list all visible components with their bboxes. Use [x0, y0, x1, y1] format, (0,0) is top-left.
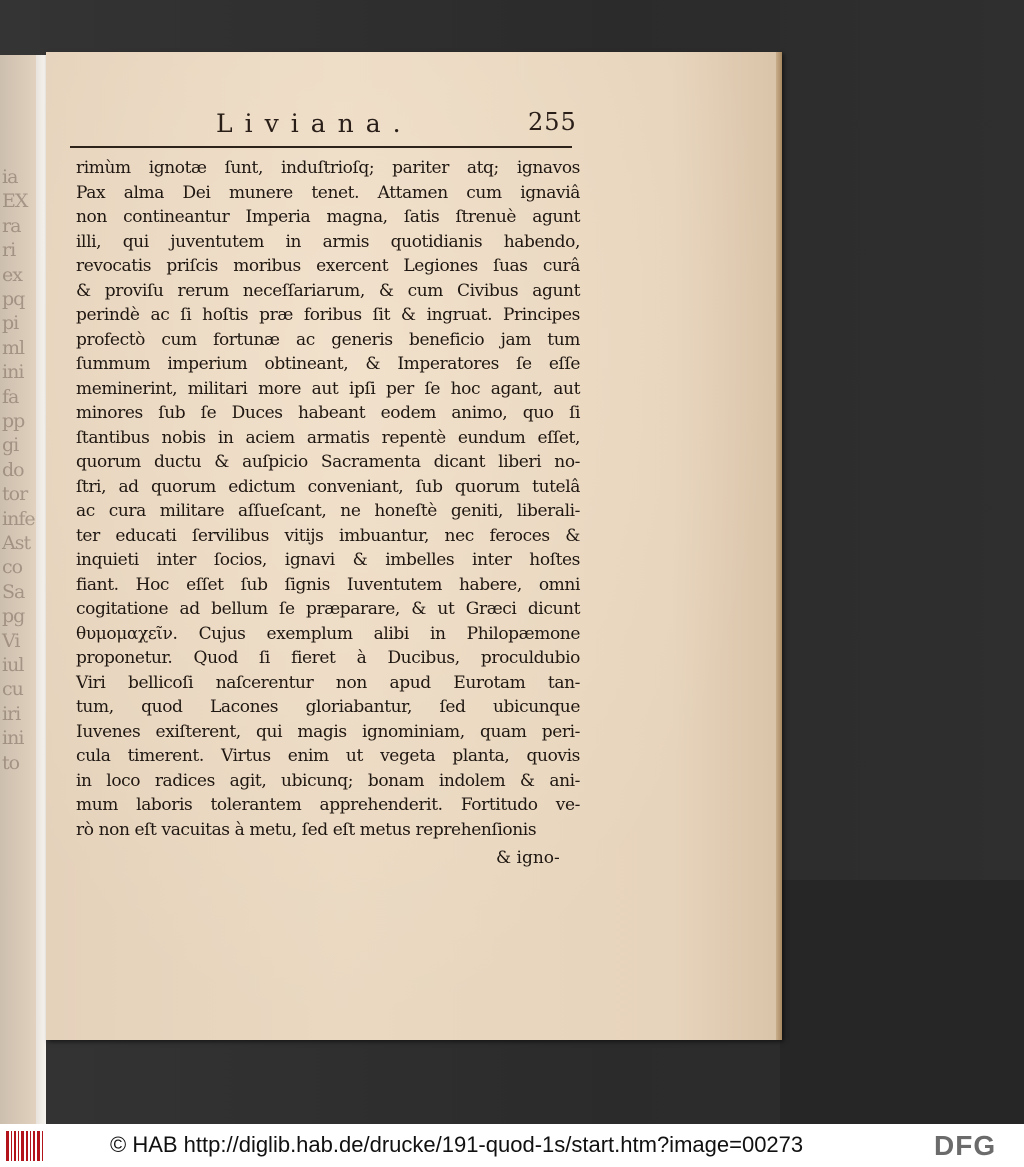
text-line: profectò cum fortunæ ac generis beneficio jam tum [76, 329, 580, 350]
page-edge [776, 52, 782, 1040]
header-rule [70, 146, 572, 148]
left-page-text-fragment: ini [2, 361, 24, 384]
text-line: cogitatione ad bellum ſe præparare, & ut Græci dicunt [76, 599, 580, 619]
copyright-link[interactable]: © HAB http://diglib.hab.de/drucke/191-quod-1s/start.htm?image=00273 [110, 1132, 804, 1157]
barcode-bar [14, 1131, 16, 1161]
text-line: & proviſu rerum neceſſariarum, & cum Civibus agunt [76, 280, 580, 301]
body-text [76, 156, 580, 842]
text-line: ſummum imperium obtineant, & Imperatores ſe eſſe [76, 354, 580, 374]
page-number: 255 [528, 108, 577, 136]
catchword: & igno- [496, 848, 560, 868]
left-page-text-fragment: iul [2, 654, 24, 676]
text-line: ter educati ſervilibus vitijs imbuantur, nec feroces & [76, 525, 580, 546]
scan-shadow [780, 880, 1024, 1124]
text-line: inquieti inter ſocios, ignavi & imbelles inter hoſtes [76, 550, 580, 570]
text-line: Viri bellicoſi naſcerentur non apud Eurotam tan- [76, 672, 580, 693]
left-page-text-fragment: ra [2, 214, 21, 237]
running-head: Liviana. [216, 109, 413, 138]
text-line: fiant. Hoc eſſet ſub ſignis Iuventutem habere, omni [76, 574, 580, 595]
left-page-text-fragment: pq [2, 288, 25, 310]
barcode-bar [30, 1131, 31, 1161]
text-line: ſtantibus nobis in aciem armatis repentè eundum eſſet, [76, 427, 580, 448]
text-line: proponetur. Quod ſi fieret à Ducibus, proculdubio [76, 648, 580, 668]
text-line: cula timerent. Virtus enim ut vegeta planta, quovis [76, 746, 580, 766]
left-page-text-fragment: ex [2, 263, 22, 286]
left-page-text-fragment: tor [2, 483, 28, 506]
left-page-text-fragment: ri [2, 239, 16, 262]
barcode-bar [18, 1131, 19, 1161]
barcode-bar [37, 1131, 40, 1161]
footer-bar [0, 1124, 1024, 1167]
text-line: tum, quod Lacones gloriabantur, ſed ubicunque [76, 697, 580, 717]
text-line: quorum ductu & auſpicio Sacramenta dicant liberi no- [76, 452, 580, 472]
dfg-logo: DFG [934, 1130, 997, 1161]
text-line: perindè ac ſi hoſtis præ foribus ſit & ingruat. Principes [76, 305, 580, 325]
text-line: ſtri, ad quorum edictum conveniant, ſub quorum tutelâ [76, 476, 580, 497]
text-line: meminerint, militari more aut ipſi per ſe hoc agant, aut [76, 378, 580, 399]
left-page-text-fragment: co [2, 556, 23, 579]
left-page-text-fragment: Vi [2, 629, 20, 652]
left-page-text-fragment: Sa [2, 580, 25, 603]
barcode-bar [6, 1131, 9, 1161]
barcode-bar [21, 1131, 24, 1161]
left-page-fragment [0, 55, 46, 1125]
book-page [46, 52, 782, 1040]
left-page-text-fragment: infe [2, 507, 35, 530]
barcode-bar [26, 1131, 28, 1161]
barcode-bar [42, 1131, 43, 1161]
text-line: rimùm ignotæ ſunt, induſtrioſq; pariter atq; ignavos [76, 158, 580, 178]
left-page-text-fragment: ini [2, 727, 24, 750]
left-page-text-fragment: pp [2, 410, 25, 432]
left-page-text-fragment: fa [2, 385, 19, 408]
text-line: Iuvenes exiſterent, qui magis ignominiam, quam peri- [76, 721, 580, 742]
left-page-text-fragment: Ast [2, 532, 31, 554]
text-line: illi, qui juventutem in armis quotidianis habendo, [76, 231, 580, 252]
left-page-text-fragment: to [2, 751, 20, 774]
left-page-text-fragment: gi [2, 434, 19, 457]
barcode-bar [33, 1131, 35, 1161]
left-page-text-fragment: cu [2, 678, 23, 701]
left-page-text-fragment: ia [2, 166, 18, 188]
left-page-text-fragment: iri [2, 702, 21, 725]
text-line: mum laboris tolerantem apprehenderit. Fortitudo ve- [76, 795, 580, 815]
left-page-text-fragment: pg [2, 605, 25, 628]
text-line: non contineantur Imperia magna, ſatis ſtrenuè agunt [76, 207, 580, 227]
hab-barcode-logo [6, 1131, 46, 1161]
text-line: in loco radices agit, ubicunq; bonam indolem & ani- [76, 770, 580, 791]
left-page-text-fragment: ml [2, 336, 25, 359]
left-page-text-fragment: pi [2, 312, 19, 335]
left-page-text-fragment: do [2, 458, 24, 481]
text-line: rò non eſt vacuitas à metu, ſed eſt metus reprehenſionis [76, 819, 537, 840]
left-page-text-fragment: EX [2, 190, 28, 213]
text-line: revocatis priſcis moribus exercent Legiones ſuas curâ [76, 256, 580, 276]
barcode-bar [11, 1131, 12, 1161]
left-page-edge [36, 55, 46, 1125]
text-line: θυμομαχεῖν. Cujus exemplum alibi in Philopæmone [76, 623, 580, 644]
text-line: Pax alma Dei munere tenet. Attamen cum ignaviâ [76, 182, 580, 203]
text-line: minores ſub ſe Duces habeant eodem animo, quo ſi [76, 403, 580, 423]
text-line: ac cura militare aſſueſcant, ne honeſtè geniti, liberali- [76, 501, 580, 521]
